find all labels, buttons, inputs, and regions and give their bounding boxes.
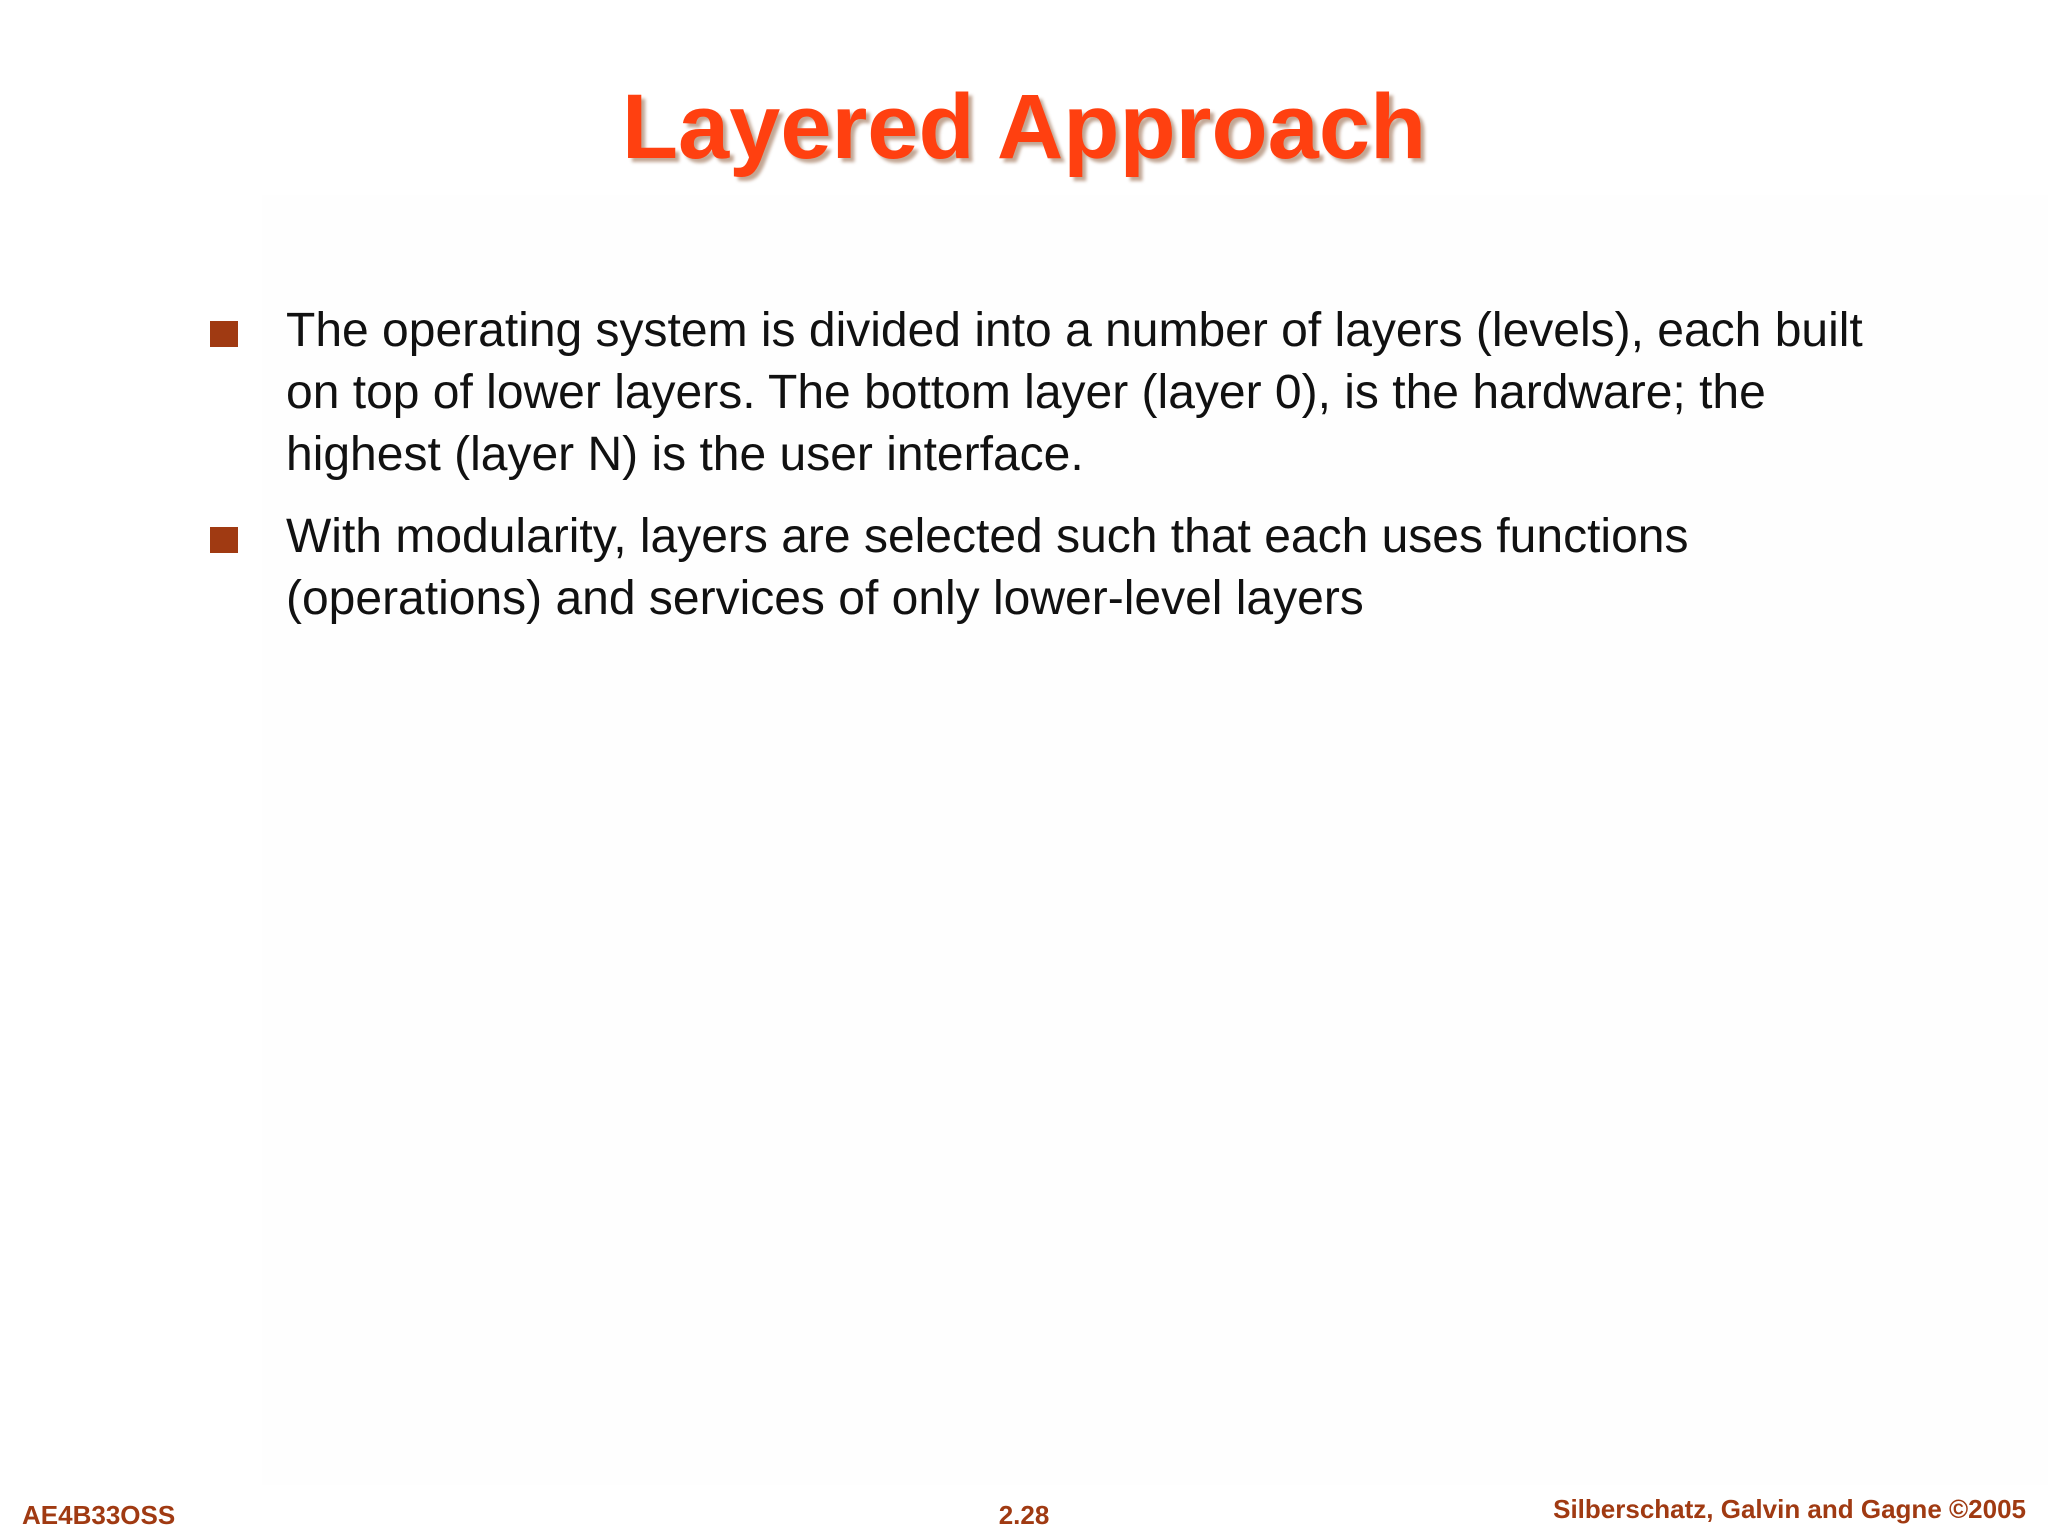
bullet-text-1: The operating system is divided into a number of layers (levels), each built on top of lower layers. The bottom layer (layer 0), is the hardware; the highest (layer N) is the user interface. (286, 304, 1863, 481)
slide-title: Layered Approach (621, 76, 1427, 178)
footer-page-number: 2.28 (998, 1500, 1050, 1530)
bullet-item-1 (208, 300, 1928, 486)
bullet-item-2 (208, 506, 1928, 630)
bullet-list (208, 300, 1928, 650)
square-bullet-icon (210, 527, 238, 553)
square-bullet-icon (210, 321, 238, 347)
footer-course-code: AE4B33OSS (22, 1500, 176, 1530)
bullet-text-2: With modularity, layers are selected such that each uses functions (operations) and services of only lower-level layers (286, 510, 1689, 625)
footer-copyright: Silberschatz, Galvin and Gagne ©2005 (1553, 1494, 2026, 1524)
